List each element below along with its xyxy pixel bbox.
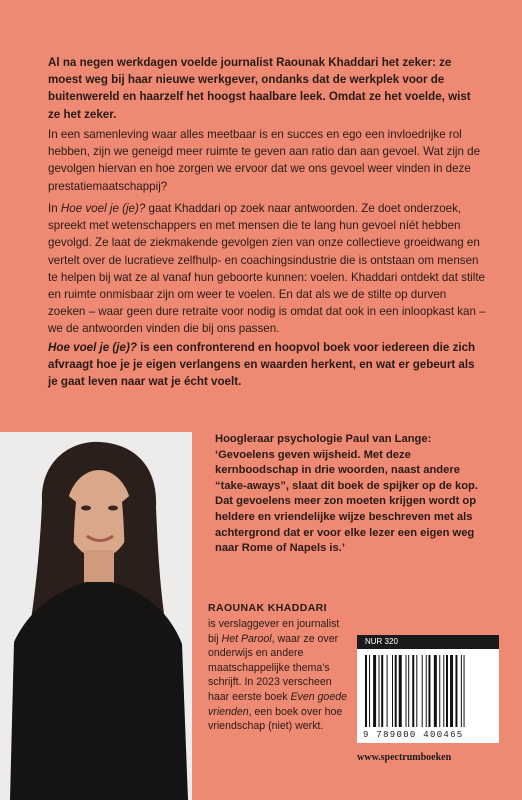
quote-attribution: Hoogleraar psychologie Paul van Lange: <box>215 433 432 445</box>
barcode-stripe <box>422 655 423 727</box>
barcode-stripe <box>428 655 430 727</box>
p3-body: gaat Khaddari op zoek naar antwoorden. Ze doet onderzoek, spreekt met wetenschappers en met mensen die te lang hun gevoel níét hebben gevolgd. Ze laat de ziekmakende gevolgen zien van onze collectieve groeidwang en vertelt over de lucratieve zelfhulp- en coachingsindustrie die is ontstaan om mensen te helpen bij wat ze al vanaf hun geboorte kunnen: voelen. Khaddari ontdekt dat stilte en ruimte onmisbaar zijn om weer te voelen. En dat als we de stilte op durven zoeken – waar geen dure retraite voor nodig is omdat dat ook in een inloopkast kan – we de antwoorden vinden die bij ons passen. <box>48 202 486 336</box>
p3-lead: In <box>48 202 61 215</box>
bio-part-b: , waar ze over onderwijs en andere maatschappelijke thema’s schrijft. In 2023 verscheen haar eerste boek <box>208 632 339 703</box>
barcode-panel <box>357 635 499 743</box>
author-bio <box>208 617 350 734</box>
barcode-stripe <box>369 655 370 727</box>
bio-part-a: is verslaggever en journalist bij <box>208 618 340 645</box>
author-photo <box>0 432 192 800</box>
barcode-stripe <box>373 655 376 727</box>
intro-paragraph: Al na negen werkdagen voelde journalist Raounak Khaddari het zeker: ze moest weg bij haar nieuwe werkgever, ondanks dat de werkplek voor de buitenwereld en haarzelf het hoogst haalbare leek. Omdat ze het voelde, wist ze het zeker. <box>48 56 471 121</box>
barcode-stripe <box>381 655 383 727</box>
barcode-stripe <box>365 655 367 727</box>
barcode-icon <box>363 655 493 729</box>
barcode-stripe <box>399 655 402 727</box>
body-paragraph-2: In een samenleving waar alles meetbaar is en succes en ego een invloedrijke rol hebben, zijn we geneigd meer ruimte te geven aan ratio dan aan gevoel. Wat zijn de gevolgen hiervan en hoe zorgen we ervoor dat we ons gevoel weer vinden in deze prestatiemaatschappij? <box>48 128 481 193</box>
barcode-stripe <box>406 655 407 727</box>
book-title-inline: Hoe voel je (je)? <box>60 202 146 215</box>
p4-body: is een confronterend en hoopvol boek voor iedereen die zich afvraagt hoe je je eigen verlangens en waarden herkent, en wat er gebeurt als je gaat leven naar wat je écht voelt. <box>48 341 476 389</box>
barcode-stripe <box>443 655 444 727</box>
nur-label: NUR 320 <box>357 635 499 649</box>
body-paragraph-3 <box>48 200 486 338</box>
quote-text: ‘Gevoelens geven wijsheid. Met deze kernboodschap in drie woorden, naast andere “take-aways”, slaat dit boek de spijker op de kop. Dat gevoelens meer zon moeten krijgen wordt op heldere en vriendelijke wijze beschreven met als achtergrond dat er voor elke lezer een eigen weg naar Rome of Napels is.’ <box>215 448 478 555</box>
barcode-stripe <box>408 655 409 727</box>
barcode-stripe <box>455 655 457 727</box>
barcode-stripe <box>464 655 465 727</box>
newspaper-name: Het Parool <box>221 632 272 645</box>
barcode-stripe <box>395 655 397 727</box>
isbn-number: 9 789000 400465 <box>363 730 464 740</box>
barcode-stripe <box>439 655 440 727</box>
barcode-stripe <box>461 655 462 727</box>
body-paragraph-4 <box>48 339 486 391</box>
publisher-website: www.spectrumboeken <box>357 752 452 763</box>
barcode-stripe <box>387 655 388 727</box>
previous-book-title: Even goede vrienden <box>208 690 348 718</box>
barcode-stripe <box>426 655 427 727</box>
barcode-stripe <box>392 655 393 727</box>
barcode-stripe <box>450 655 453 727</box>
barcode-stripe <box>434 655 437 727</box>
author-name: RAOUNAK KHADDARI <box>208 602 327 614</box>
barcode-stripe <box>416 655 417 727</box>
barcode-stripe <box>379 655 380 727</box>
book-title-inline-bold: Hoe voel je (je)? <box>48 341 137 354</box>
bio-part-c: , een boek over hoe vriendschap (niet) werkt. <box>208 705 343 733</box>
barcode-stripe <box>446 655 448 727</box>
barcode-stripe <box>412 655 414 727</box>
endorsement-quote <box>215 432 487 557</box>
